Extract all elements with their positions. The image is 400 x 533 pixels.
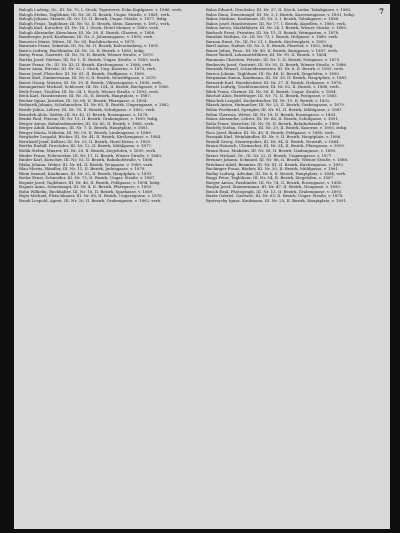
register-entry: Bondi Leopold, Agent, III. Nr. 20, II. Bezirk, Grabengasse, v. 1892, verh. [19,197,162,203]
register-entry: Berghofer Leopold, Bäcker, III. Nr. 44, II. Bezirk, Kirchengasse, v. 1884. [19,134,162,140]
register-entry: Blazek Anton, Hutmacher, III. Nr. 23, II. Bezirk, Grabengasse, v. 1879. [206,102,345,108]
register-entry: Bauer Julius, Pens., III. Nr. 40, II. Bezirk, Burggasse, v. 1887, verh. [206,47,339,53]
register-entry: Beck Franz, Tischler, III. Nr. 24, I. Stock, Wiener Straße, v. 1893, verh. [19,88,160,94]
register-entry: Balogh Karl, Kutscher, III. Nr. 14, I. Stock, Hotel Steiner, v. 1869, verh. [19,25,160,31]
register-entry: Burján Josef, Zimmermann, III. Nr. 47, II. Bezirk, Neugasse, v. 1890. [206,184,342,190]
register-entry: Bosnyák Karl, Weinhändler, III. Nr. 9, II. Bezirk, Hauptplatz, v. 1886. [206,134,342,140]
register-columns [19,8,385,526]
register-entry: Banovics Maria, Witwe, III. Nr. 83, Buchdruckerei, v. 1875. [19,38,136,44]
register-entry: Balas Ilona, Dienstmagd, III. Nr. 2, I. Bezirk, Kasernengasse, v. 1891, ledig. [206,11,355,17]
register-entry: Balogh Ludwig, Gr., III. Nr. 70, I. Stock, Tapezierer, Ecke Kopfgasse, v. 1886, verh. [19,8,183,12]
register-entry: Blaschek Leopold, Zuckerbäcker, III. Nr. 10, II. Bezirk, v. 1892. [206,97,331,103]
register-entry: Böhm Theresia, Witwe, III. Nr. 18, II. Bezirk, Rosengasse, v. 1883. [206,111,337,117]
register-entry: Balogh Stefan, Taglöhner, III. Nr. 26, II. Bezirk, Ungar. Straße, v. 1881, verh. [19,11,171,17]
register-entry: Bakos Anton, Marktfahrer, III. Nr. 26, I. Bezirk, Wiener Straße, v. 1880. [206,25,348,31]
register-entry: Bognár Anna, Dienstmagd, III. Nr. 4, II. Bezirk, Pfarrgasse, v. 1893. [19,184,153,190]
register-entry: Busch Emil, Photograph, III. Nr. 13, II. Bezirk, Grabengasse, v. 1893. [206,188,343,194]
register-entry: Binder Karl, Kutscher, III. Nr. 53, II. Bezirk, Bahnhofstraße, v. 1888. [19,157,154,163]
register-entry: Binder Franz, Fuhrwerker, III. Nr. 17, II. Bezirk, Wiener Straße, v. 1880. [19,152,163,158]
register-entry: Balogh Alexander, Kürschner, III. Nr. 38, II. Bezirk, Glaserei, v. 1888. [19,29,156,35]
register-entry: Bernát Ludwig, Tischlermeister, III. Nr. 62, II. Bezirk, v. 1888, verh. [206,84,340,90]
register-entry: Baratsits Franz, Sekretär, III. Nr. 96, II. Bezirk, Kalvarienberg, v. 1891. [19,43,160,49]
register-entry: Benedek Alois, Sattler, III. Nr. 42, II. Bezirk, Rosengasse, v. 1878. [19,111,149,117]
register-entry: Bernhard Josef, Kellner, III. Nr. 33, II. Bezirk, Hotel Kreuz, v. 1893. [19,138,152,144]
register-entry: Bergmann Simon, Kaufmann, III. Nr. 39, II. Bezirk, Hauptplatz, v. 1881. [206,75,348,81]
register-entry: Barabás Mathias, Gr., III. Nr. 73, I. Bezirk, Hofgasse, v. 1889, verh. [206,34,339,40]
register-entry: Bilek Franz, Gärtner, III. Nr. 36, II. Bezirk, Ungar. Straße, v. 1894. [206,88,337,94]
register-entry: Bauer Anna, Private, III. Nr. 92, I. Stock, Ung. Kaserne, v. 1873, verh. [19,66,157,72]
register-entry: Bielik Stefan, Maurer, III. Nr. 28, II. Bezirk, Ziegelofen, v. 1890, verh. [19,147,157,153]
register-entry: Bauer Rudolf, Lokomotivführer, III. Nr. 99, II. Bezirk, v. 1884. [206,52,328,58]
register-entry: Benkö Paul, Friseur, III. Nr. 13, II. Bezirk, Grabengasse, v. 1890, ledig. [19,116,159,122]
register-entry: Barsy Franz, Gastwirt, III. Nr. 35, II. Bezirk, Wiener Straße, v. 1879. [19,52,154,58]
register-entry: Burger Anton, Fassbinder, III. Nr. 74, II. Bezirk, Rosengasse, v. 1885. [206,179,343,185]
register-entry: Brenner Johann, Schmied, III. Nr. 86, II. Bezirk, Wiener Straße, v. 1888. [206,157,349,163]
register-entry: Benkovits Josef, Gastwirt, III. Nr. 55, II. Bezirk, Wiener Straße, v. 1886. [206,61,348,67]
register-entry: Balogh Franz, Taglöhner, III. Nr. 92, II. Bezirk, Stein. Kaserne, v. 1892, verh. [19,20,171,26]
register-entry: Bors Josef, Binder, III. Nr. 45, II. Bezirk, Feldgasse, v. 1880, verh. [206,129,335,135]
register-entry: Bamberger Josef, Kaufmann, III. Nr. 3, Johannisgasse, v. 1895, verh. [19,34,154,40]
register-entry: Bauer Georg, Maurer, III. Nr. 19, II. Bezirk, Viktoriagasse, v. 1890, verh. [19,79,162,85]
register-entry: Beranek Wenzel, Schneidermeister, III. Nr. 8, II. Bezirk, v. 1893, verh. [206,66,345,72]
register-entry: Blau Moritz, Händler, III. Nr. 11, II. Bezirk, Judengasse, v. 1879. [19,166,146,172]
register-entry: Bischof Alois, Briefträger, III. Nr. 71, II. Bezirk, Postgasse, v. 1885. [206,93,338,99]
right-column [206,8,385,526]
register-entry: Balogh Johann, Maurer, III. Nr. 15, II. Bezirk, Ungar. Straße, v. 1877, ledig. [19,16,168,22]
register-entry: Bakos Mathias, Kaufmann, III. Nr. 3, I. Bezirk, Tabakgasse, v. 1888. [206,16,340,22]
register-entry: Baumann Christine, Private, III. Nr. 1, II. Bezirk, Neugasse, v. 1879. [206,57,341,63]
register-entry: Bende Julius, Lehrer, III. Nr. 78, II. Bezirk, Schulgasse, v. 1892, verh. [19,107,156,113]
register-entry: Berger Maria, Näherin, III. Nr. 59, II. Bezirk, Lindengasse, v. 1889. [19,129,152,135]
register-entry: Berger Anton, Bahnbediensteter, III. Nr. 85, II. Bezirk, v. 1886, verh. [19,120,155,126]
register-entry: Barnau Ernst, Gr., III. Nr. 21, I. Bezirk, Kirchenplatz, v. 1895. [206,38,328,44]
register-entry: Bauer Karl, Zimmermann, III. Nr. 6, II. Bezirk, Neustiftgasse, v. 1876. [19,75,157,81]
register-entry: Bartha Josef, Gärtner, III. Nr. 1, II. Bezirk, Ungar. Straße, v. 1883, verh. [19,57,161,63]
register-entry: Bodor Ernst, Schneider, III. Nr. 75, II. Bezirk, Ungar. Straße, v. 1887. [19,175,156,181]
register-entry: Berecz Johann, Taglöhner, III. Nr. 48, II. Bezirk, Ziegelofen, v. 1890. [206,70,341,76]
register-entry: Bystrzycky Ignaz, Kaufmann, III. Nr. 25, II. Bezirk, Hauptplatz, v. 1891. [206,197,348,203]
register-entry: Bohn Wilhelm, Buchhalter, III. Nr. 16, II. Bezirk, Sparkasse, v. 1889. [19,188,154,194]
register-entry: Beck Karl, Hausbesitzer, III. Nr. 31, II. Bezirk, Hauptplatz, v. 1887. [19,93,152,99]
register-entry: Bojta Michael, Fleischhauer, III. Nr. 88, II. Bezirk, Ungarngasse, v. 1876. [19,193,163,199]
register-entry: Berger Adolf, Kaufmann, III. Nr. 7, II. Bezirk, Hauptplatz, v. 1881. [19,125,150,131]
register-page [14,4,390,529]
register-entry: Bakos Josef, Hausbesitzer, III. Nr. 77, I. Bezirk, Kapellen, v. 1885, verh. [206,20,347,26]
register-entry: Bolla Franz, Kutscher, III. Nr. 50, II. Bezirk, Bahnhofstraße, v. 1889. [206,120,341,126]
register-entry: Bartl Anton, Hafner, III. Nr. 5, II. Bezirk, Pfarrhof, v. 1892, ledig. [206,43,334,49]
register-entry: Bokor Alexander, Lehrer, III. Nr. 66, II. Bezirk, Schulgasse, v. 1891. [206,116,340,122]
register-entry: Bognár Josef, Taglöhner, III. Nr. 46, II. Bezirk, Feldgasse, v. 1894, ledig. [19,179,161,185]
register-entry: Blum Samuel, Kaufmann, III. Nr. 32, II. Bezirk, Hauptplatz, v. 1891. [19,170,153,176]
register-entry: Buday Ludwig, Advokat, III. Nr. 6, II. Bezirk, Hauptplatz, v. 1894, verh. [206,170,347,176]
register-entry: Baumgartner Michael, Schlosser, III. Nr. 104, II. Bezirk, Buchgasse, v. 1885. [19,84,170,90]
register-entry: Buzás Gabriel, Gastwirt, III. Nr. 63, II. Bezirk, Ungar. Straße, v. 1878. [206,193,344,199]
register-entry: Bauer Josef, Fleischer, III. Nr. 61, II. Bezirk, Stoffgasse, v. 1890. [19,70,146,76]
register-entry: Blaha Johann, Weber, III. Nr. 64, II. Bezirk, Neugasse, v. 1885, verh. [19,161,154,167]
register-entry: Bugyi Peter, Taglöhner, III. Nr. 54, II. Bezirk, Ziegelofen, v. 1887. [206,175,335,181]
register-entry: Braun Heinrich, Uhrmacher, III. Nr. 34, II. Bezirk, Pfarrgasse, v. 1893. [206,143,346,149]
register-entry: Bednarik Johann, Schuhmacher, III. Nr. 65, II. Bezirk, Ungarngasse, v. 1882. [19,102,171,108]
register-entry: Braun Rosa, Modistin, III. Nr. 58, II. Bezirk, Lindengasse, v. 1890. [206,147,337,153]
register-entry: Böhm Ferdinand, Spengler, III. Nr. 81, II. Bezirk, Mühlgasse, v. 1887. [206,107,343,113]
register-entry: Barics Ludwig, Buchbinder, III. Nr. 25, II. Bezirk, v. 1883, ledig. [19,47,145,53]
register-entry: Bertha Rudolf, Drechsler, III. Nr. 12, II. Bezirk, Mühlgasse, v. 1877. [19,143,153,149]
register-entry: Breier Michael, Gr., III. Nr. 22, II. Bezirk, Ungarngasse, v. 1877. [206,152,333,158]
register-entry: Bauer Franz, Gr., III. Nr. 43, II. Bezirk, Kirchengasse, v. 1886, verh. [19,61,153,67]
register-entry: Balas Eduard, Drechsler, III. Nr. 37, II. Stock, Leder, Tabakgasse, v. 1883. [206,8,352,12]
register-entry: Brückner Adolf, Beamter, III. Nr. 41, II. Bezirk, Kirchengasse, v. 1892. [206,161,345,167]
register-entry: Borbély Stefan, Gendarm, III. Nr. 29, II. Bezirk, Kaserne, v. 1895, ledig. [206,125,348,131]
register-entry: Brandl Georg, Maurerpolier, III. Nr. 94, II. Bezirk, Neustift, v. 1884. [206,138,340,144]
register-entry: Bernardi Karl, Hausbesitzer, III. Nr. 27, II. Bezirk, Hofgasse, v. 1876. [206,79,343,85]
page-number: 7 [379,7,384,16]
register-entry: Becker Ignaz, Juwelier, III. Nr. 68, II. Bezirk, Pfarrgasse, v. 1894. [19,97,148,103]
register-entry: Buchinger Franz, Bäcker, III. Nr. 30, II. Bezirk, Mühlgasse, v. 1881. [206,166,340,172]
left-column [19,8,198,526]
register-entry: Barbach Ernst, Privatier, III. Nr. 15, II. Bezirk, Weingarten, v. 1878. [206,29,340,35]
